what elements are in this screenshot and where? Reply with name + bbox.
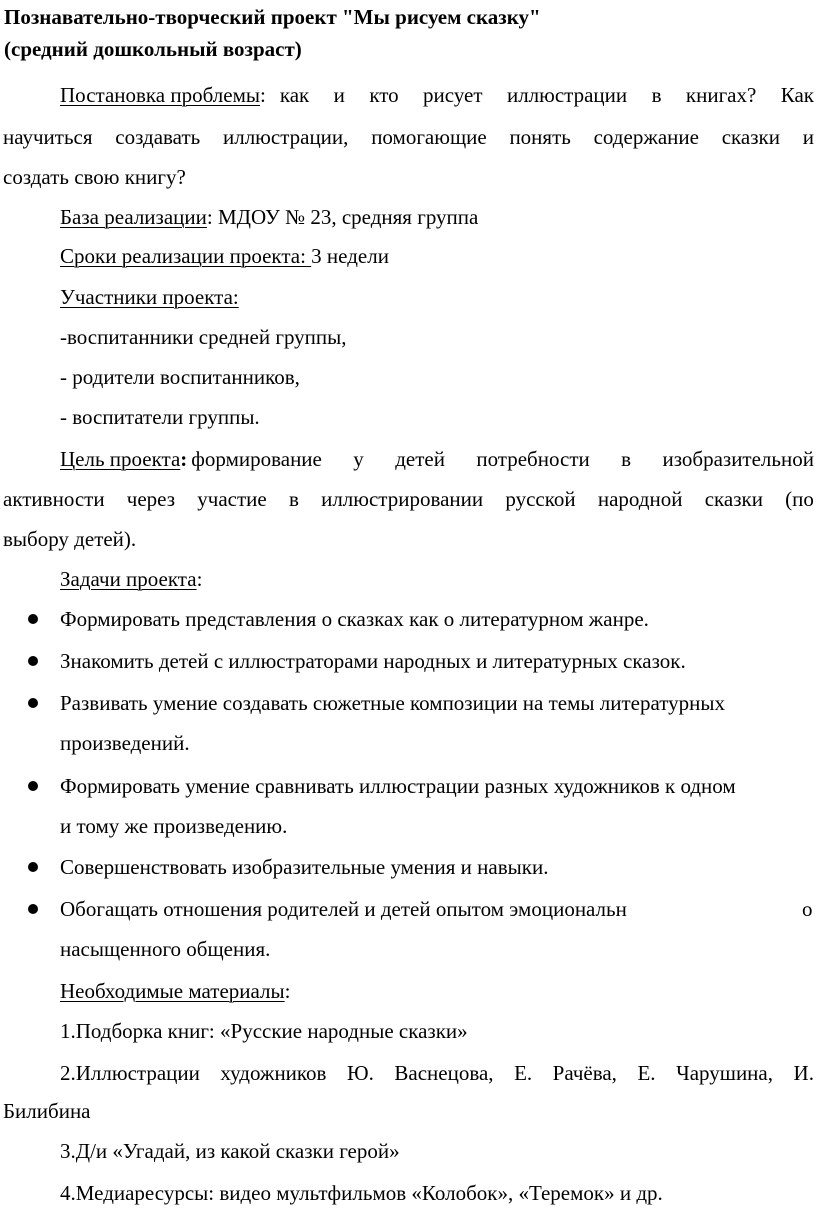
- bullet-icon: [28, 656, 38, 666]
- goal-line-3: выбору детей).: [3, 527, 137, 551]
- terms-value: 3 недели: [311, 244, 389, 268]
- participant-item: -воспитанники средней группы,: [60, 325, 347, 349]
- material-item: 4.Медиаресурсы: видео мультфильмов «Колобок», «Теремок» и др.: [60, 1181, 663, 1205]
- base-label: База реализации: [60, 205, 207, 229]
- problem-label: Постановка проблемы: [60, 83, 260, 107]
- problem-line-3: создать свою книгу?: [3, 165, 186, 189]
- task-item-tail: о: [802, 897, 813, 921]
- problem-words-1: как и кто рисует иллюстрации в книгах? Как: [279, 83, 814, 107]
- participant-item: - воспитатели группы.: [60, 405, 260, 429]
- material-item: 1.Подборка книг: «Русские народные сказки»: [60, 1019, 468, 1043]
- goal-label: Цель проекта: [60, 447, 181, 471]
- bullet-icon: [28, 781, 38, 791]
- task-item: Совершенствовать изобразительные умения и навыки.: [60, 855, 549, 879]
- materials-label: Необходимые материалы: [60, 979, 285, 1003]
- task-item-continuation: насыщенного общения.: [60, 937, 271, 961]
- problem-line-1: Постановка проблемы : как и кто рисует иллюстрации в книгах? Как: [60, 83, 814, 107]
- bullet-icon: [28, 614, 38, 624]
- task-item-continuation: произведений.: [60, 731, 190, 755]
- goal-words-1: формирование у детей потребности в изобразительной: [191, 447, 814, 471]
- terms-label: Сроки реализации проекта:: [60, 244, 312, 268]
- bullet-icon: [28, 698, 38, 708]
- task-item-continuation: и тому же произведению.: [60, 814, 288, 838]
- base-value: : МДОУ № 23, средняя группа: [206, 205, 479, 229]
- task-item: Формировать представления о сказках как о литературном жанре.: [60, 607, 649, 631]
- base-line: [60, 204, 478, 230]
- goal-line-2: активности через участие в иллюстрировании русской народной сказки (по: [3, 487, 814, 511]
- goal-line-1: Цель проекта : формирование у детей потребности в изобразительной: [60, 447, 814, 471]
- task-item: Знакомить детей с иллюстраторами народных и литературных сказок.: [60, 649, 686, 673]
- bullet-icon: [28, 904, 38, 914]
- material-item: 3.Д/и «Угадай, из какой сказки герой»: [60, 1139, 400, 1163]
- problem-line-2: научиться создавать иллюстрации, помогающие понять содержание сказки и: [3, 125, 814, 149]
- task-item: Обогащать отношения родителей и детей опытом эмоциональн: [60, 897, 627, 921]
- tasks-heading: Задачи проекта:: [60, 567, 203, 591]
- title-line-2: (средний дошкольный возраст): [4, 37, 302, 61]
- participant-item: - родители воспитанников,: [60, 365, 300, 389]
- task-item: Формировать умение сравнивать иллюстрации разных художников к одном: [60, 774, 736, 798]
- tasks-label: Задачи проекта: [60, 567, 197, 591]
- participants-label: Участники проекта:: [60, 285, 239, 309]
- materials-heading: Необходимые материалы:: [60, 979, 291, 1003]
- bullet-icon: [28, 862, 38, 872]
- material-item-continuation: Билибина: [3, 1099, 91, 1123]
- terms-line: [60, 243, 389, 269]
- task-item: Развивать умение создавать сюжетные композиции на темы литературных: [60, 691, 726, 715]
- title-line-1: Познавательно-творческий проект "Мы рисуем сказку": [4, 5, 541, 29]
- material-item: 2.Иллюстрации художников Ю. Васнецова, Е. Рачёва, Е. Чарушина, И.: [60, 1061, 814, 1085]
